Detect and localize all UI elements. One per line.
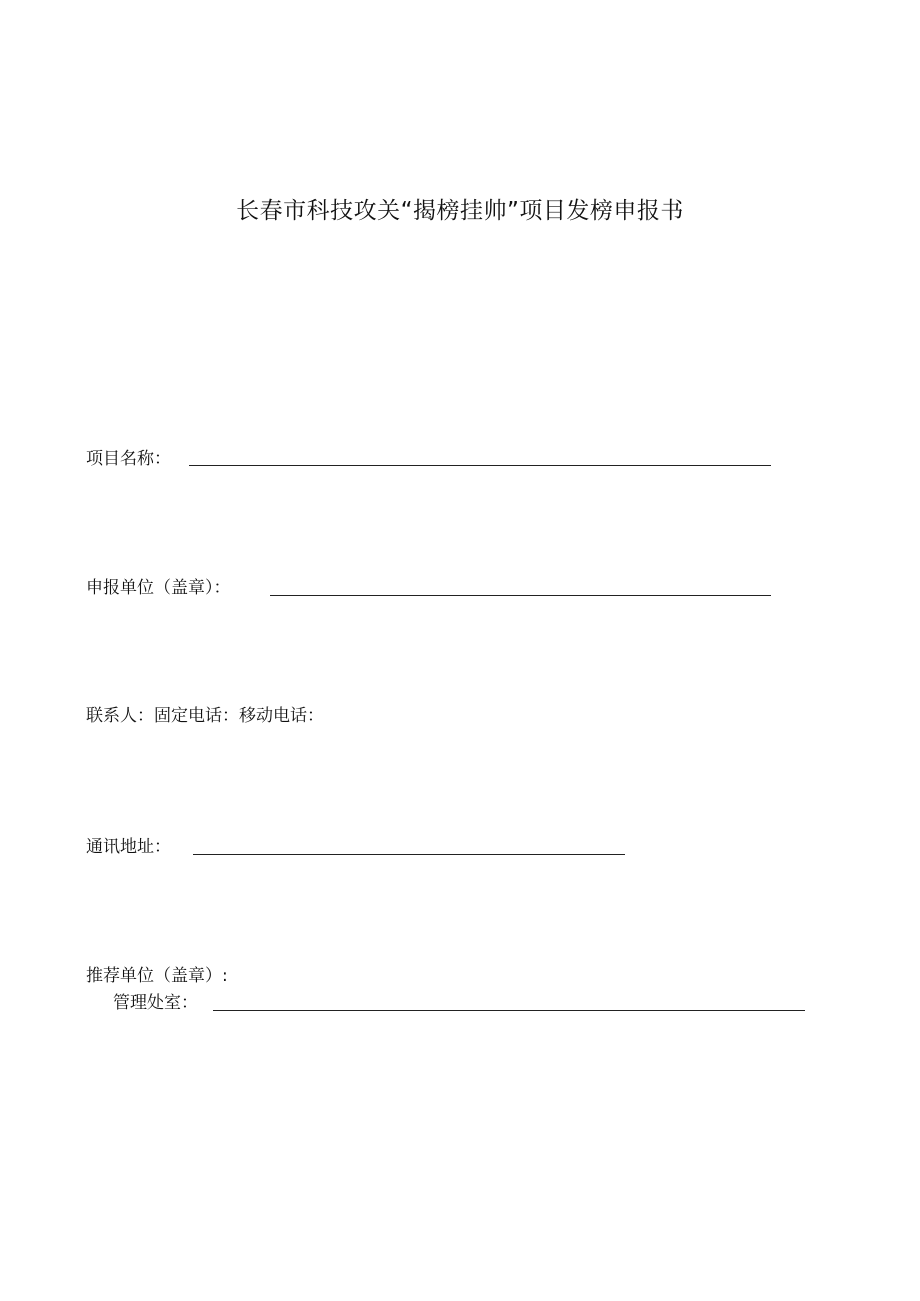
recommending-unit-label: 推荐单位（盖章）: <box>86 966 228 986</box>
contact-label: 联系人：固定电话：移动电话： <box>86 706 324 726</box>
project-name-blank[interactable] <box>189 465 771 466</box>
applicant-unit-label: 申报单位（盖章）： <box>86 578 231 598</box>
management-office-blank[interactable] <box>213 1010 805 1011</box>
document-title: 长春市科技攻关“揭榜挂帅”项目发榜申报书 <box>236 198 684 224</box>
applicant-unit-blank[interactable] <box>270 595 771 596</box>
address-label: 通讯地址： <box>86 837 171 857</box>
project-name-label: 项目名称： <box>86 449 171 469</box>
management-office-label: 管理处室： <box>113 993 198 1013</box>
address-blank[interactable] <box>193 854 625 855</box>
